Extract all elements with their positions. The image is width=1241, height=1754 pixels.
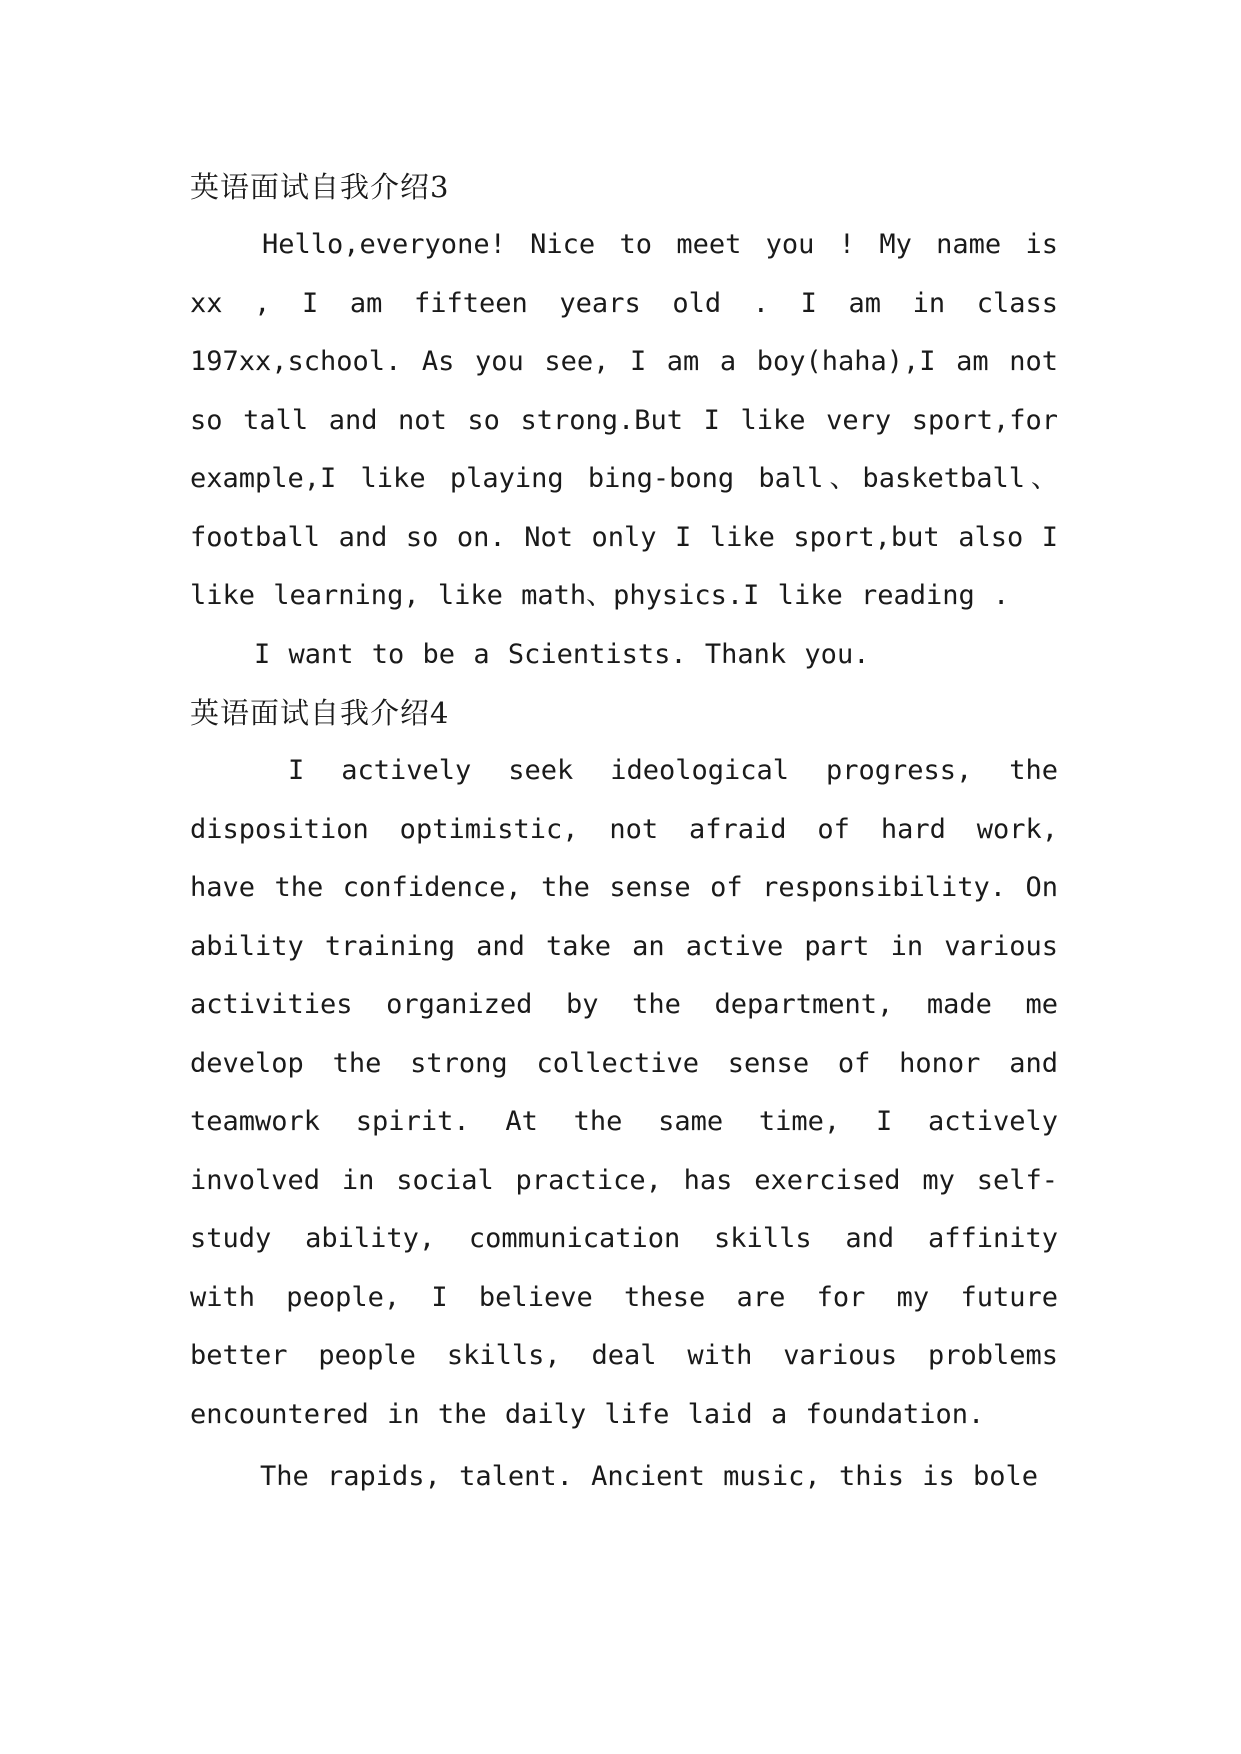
section-4-paragraph-2: The rapids, talent. Ancient music, this is bole [260,1461,1039,1492]
document-body [190,158,1058,1507]
section-4-paragraph-1: I actively seek ideological progress, the disposition optimistic, not afraid of hard work, have the confidence, the sense of responsibility. On ability training and take an active part in various activities organized by the department, made me develop the strong collective sense of honor and teamwork spirit. At the same time, I actively involved in social practice, has exercised my self-study ability, communication skills and affinity with people, I believe these are for my future better people skills, deal with various problems encountered in the daily life laid a foundation. [190,755,1058,1430]
section-3-paragraph-2: I want to be a Scientists. Thank you. [254,638,870,670]
section-heading-4: 英语面试自我介绍4 [190,696,450,730]
section-3-paragraph-1: Hello,everyone! Nice to meet you ! My name is xx , I am fifteen years old . I am in class 197xx,school. As you see, I am a boy(haha),I am not so tall and not so strong.But I like very sport,for example,I like playing bing-bong ball、basketball、football and so on. Not only I like sport,but also I like learning, like math、physics.I like reading . [190,229,1058,611]
section-heading-3: 英语面试自我介绍3 [190,170,450,204]
